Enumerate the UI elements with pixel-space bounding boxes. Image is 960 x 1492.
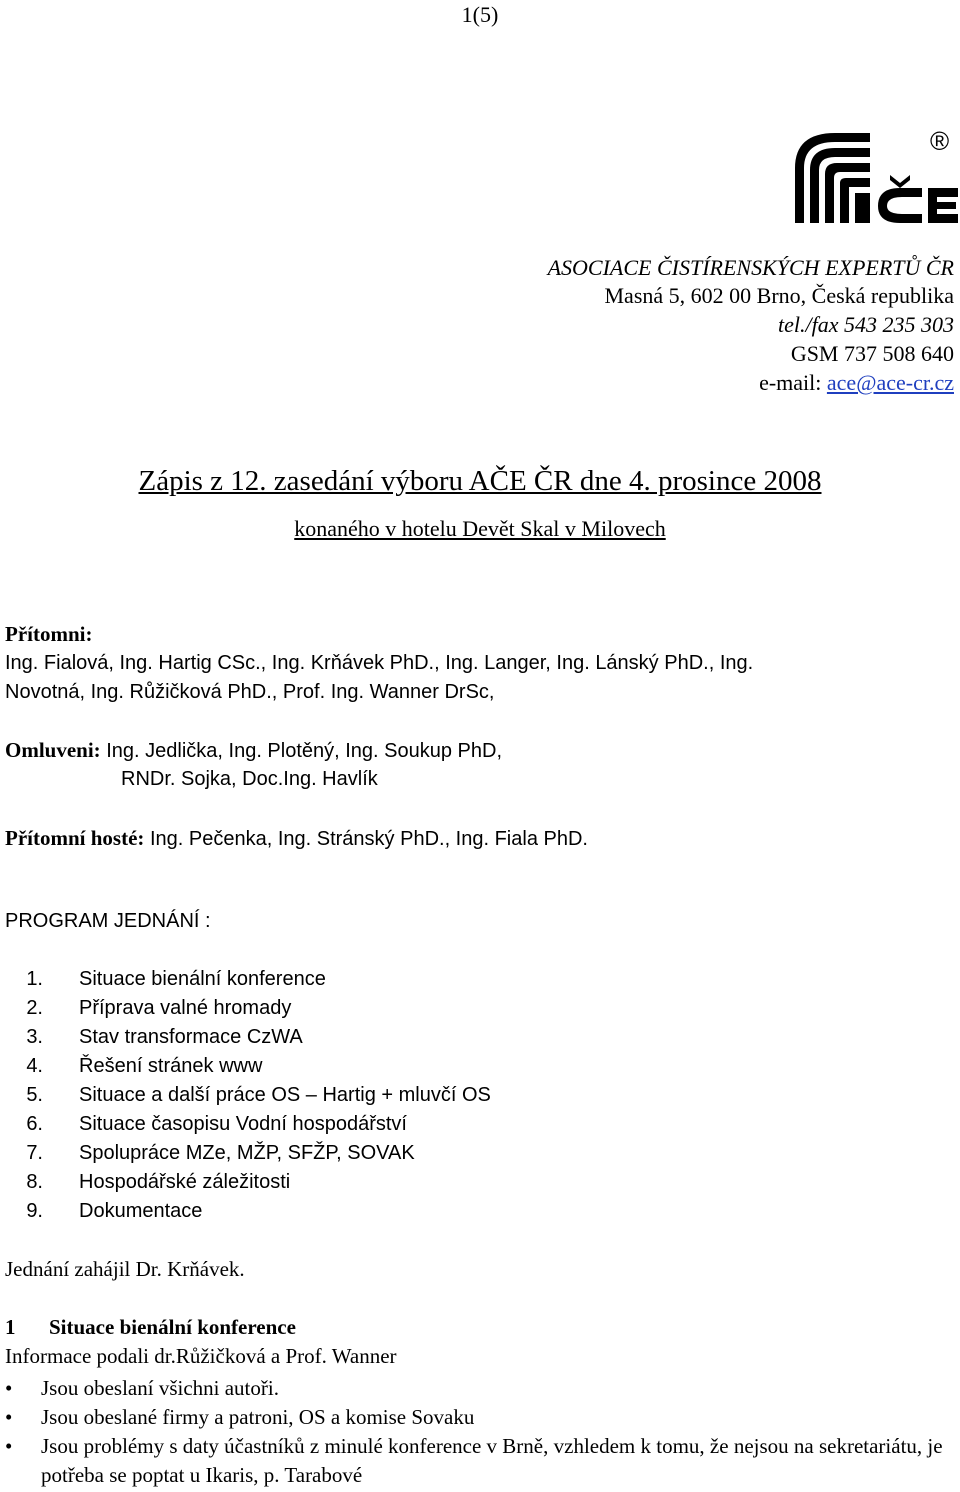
bullet-item (5, 1374, 960, 1403)
bullet-item (5, 1432, 960, 1490)
document-subtitle: konaného v hotelu Devět Skal v Milovech (294, 516, 666, 541)
program-item-number: 4. (26, 1055, 43, 1077)
program-item-text: Spolupráce MZe, MŽP, SFŽP, SOVAK (79, 1142, 415, 1164)
section-1-bullets (5, 1374, 960, 1490)
program-item (5, 1110, 491, 1139)
program-item-text: Dokumentace (79, 1200, 203, 1222)
org-name: ASOCIACE ČISTÍRENSKÝCH EXPERTŮ ČR (547, 255, 954, 280)
program-item (5, 994, 491, 1023)
excused-line-2: RNDr. Sojka, Doc.Ing. Havlík (121, 768, 378, 790)
document-title: Zápis z 12. zasedání výboru AČE ČR dne 4. prosince 2008 (138, 465, 822, 497)
program-item-text: Řešení stránek www (79, 1055, 263, 1077)
bullet-icon: • (5, 1405, 13, 1429)
excused-label: Omluveni: (5, 738, 101, 762)
ace-logo (790, 128, 960, 228)
org-gsm: GSM 737 508 640 (790, 341, 954, 366)
opening-sentence: Jednání zahájil Dr. Krňávek. (5, 1257, 245, 1281)
program-item (5, 1052, 491, 1081)
program-item (5, 1023, 491, 1052)
program-item (5, 1139, 491, 1168)
guests-label: Přítomní hosté: (5, 826, 145, 850)
program-item-text: Situace a další práce OS – Hartig + mluvčí OS (79, 1084, 491, 1106)
program-item-number: 6. (26, 1113, 43, 1135)
program-item-number: 2. (26, 997, 43, 1019)
bullet-text: Jsou obeslaní všichni autoři. (41, 1376, 279, 1400)
bullet-item (5, 1403, 960, 1432)
email-link[interactable]: ace@ace-cr.cz (826, 370, 954, 395)
section-1-heading (5, 1315, 296, 1340)
section-1-number: 1 (5, 1315, 16, 1339)
bullet-icon: • (5, 1376, 13, 1400)
program-item-number: 1. (26, 968, 43, 990)
program-item (5, 1168, 491, 1197)
bullet-text: Jsou problémy s daty účastníků z minulé konference v Brně, vzhledem k tomu, že nejsou na sekretariátu, je potřeba se poptat u Ikaris, p. Tarabové (41, 1434, 943, 1487)
section-1-intro: Informace podali dr.Růžičková a Prof. Wanner (5, 1344, 397, 1368)
excused-line-1 (5, 737, 502, 764)
program-item (5, 1197, 491, 1226)
program-item-number: 3. (26, 1026, 43, 1048)
program-item-text: Situace časopisu Vodní hospodářství (79, 1113, 407, 1135)
section-1-title: Situace bienální konference (49, 1315, 296, 1339)
program-item-text: Situace bienální konference (79, 968, 326, 990)
present-line-1: Ing. Fialová, Ing. Hartig CSc., Ing. Krňávek PhD., Ing. Langer, Ing. Lánský PhD., Ing. (5, 652, 754, 674)
org-email-line (759, 369, 954, 397)
bullet-text: Jsou obeslané firmy a patroni, OS a komise Sovaku (41, 1405, 475, 1429)
program-item (5, 1081, 491, 1110)
program-item-text: Příprava valné hromady (79, 997, 292, 1019)
program-item-number: 7. (26, 1142, 43, 1164)
present-line-2: Novotná, Ing. Růžičková PhD., Prof. Ing. Wanner DrSc, (5, 681, 495, 703)
guests-names: Ing. Pečenka, Ing. Stránský PhD., Ing. Fiala PhD. (144, 828, 588, 850)
page-number: 1(5) (461, 2, 499, 27)
present-label: Přítomni: (5, 622, 93, 646)
guests-line (5, 825, 588, 852)
program-item-text: Stav transformace CzWA (79, 1026, 303, 1048)
program-list (5, 965, 491, 1226)
program-heading: PROGRAM JEDNÁNÍ : (5, 910, 211, 932)
program-item-number: 9. (26, 1200, 43, 1222)
program-item-number: 5. (26, 1084, 43, 1106)
program-item-number: 8. (26, 1171, 43, 1193)
program-item (5, 965, 491, 994)
org-address: Masná 5, 602 00 Brno, Česká republika (604, 283, 954, 308)
email-label: e-mail: (759, 370, 822, 395)
bullet-icon: • (5, 1434, 13, 1458)
org-telefax: tel./fax 543 235 303 (778, 312, 954, 337)
program-item-text: Hospodářské záležitosti (79, 1171, 291, 1193)
registered-mark: ® (930, 126, 950, 156)
excused-names-1: Ing. Jedlička, Ing. Plotěný, Ing. Soukup PhD, (100, 740, 503, 762)
